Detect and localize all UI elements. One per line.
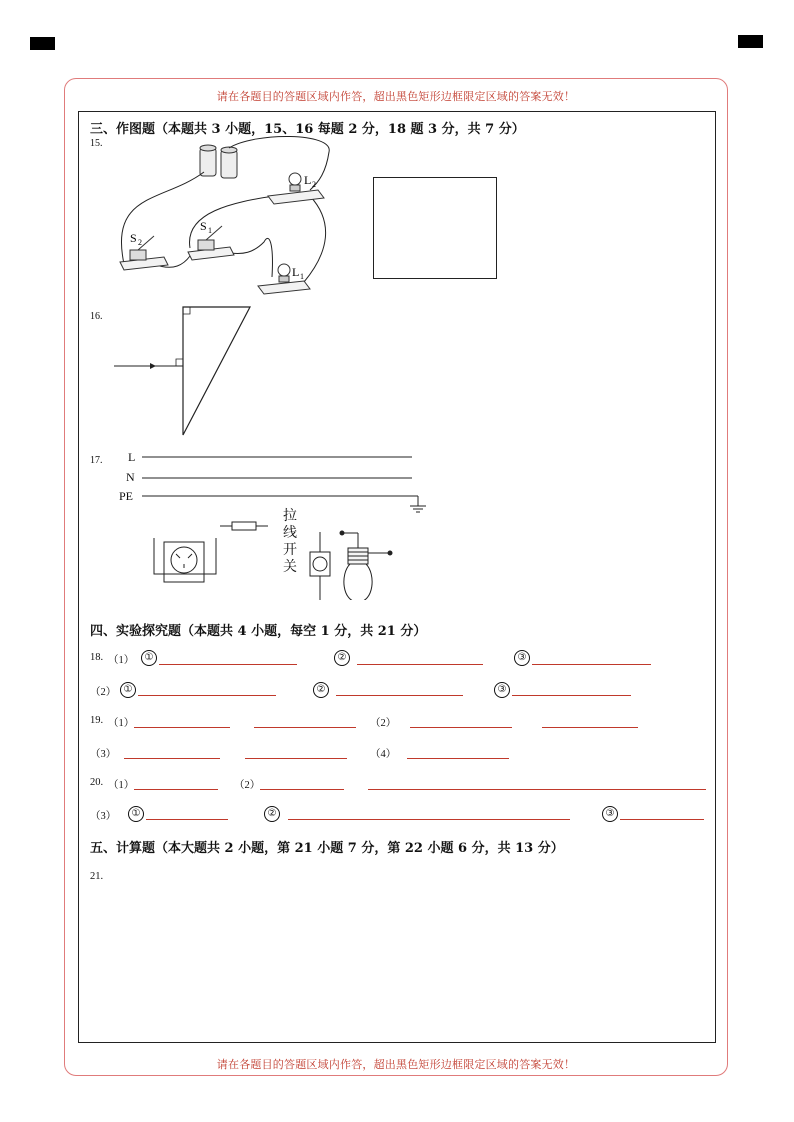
section4-title: 四、实验探究题（本题共 4 小题，每空 1 分，共 21 分） <box>90 624 427 639</box>
q19-number: 19. <box>90 715 104 726</box>
answer-line[interactable] <box>542 727 638 728</box>
answer-line[interactable] <box>620 819 704 820</box>
label-l2-sub: 2 <box>312 180 316 189</box>
q19-part2: （2） <box>370 718 397 729</box>
label-l1: L <box>292 265 300 279</box>
socket-icon <box>154 538 216 582</box>
q19-part4: （4） <box>370 749 397 760</box>
answer-line[interactable] <box>260 789 344 790</box>
q20-number: 20. <box>90 777 104 788</box>
registration-mark-left <box>30 37 55 50</box>
label-l1-sub: 1 <box>300 272 304 281</box>
circle-2: ② <box>264 806 280 822</box>
wire-label-n: N <box>126 470 135 484</box>
notice-top: 请在各题目的答题区域内作答，超出黑色矩形边框限定区域的答案无效！ <box>216 90 576 103</box>
q20-part1: （1） <box>108 780 135 791</box>
q20-part2: （2） <box>234 780 261 791</box>
circle-1: ① <box>141 650 157 666</box>
answer-line[interactable] <box>288 819 570 820</box>
answer-line[interactable] <box>410 727 512 728</box>
q17-number: 17. <box>90 455 103 466</box>
switch-label-char-2: 线 <box>283 525 297 541</box>
answer-line[interactable] <box>254 727 356 728</box>
answer-line[interactable] <box>245 758 347 759</box>
q18-part2: （2） <box>90 687 117 698</box>
battery-icon <box>200 145 237 178</box>
circle-3: ③ <box>602 806 618 822</box>
answer-line[interactable] <box>134 789 218 790</box>
q15-circuit-figure <box>104 132 354 302</box>
circle-1: ① <box>120 682 136 698</box>
circle-2: ② <box>313 682 329 698</box>
answer-line[interactable] <box>124 758 220 759</box>
answer-line[interactable] <box>357 664 483 665</box>
q19-part3: （3） <box>90 749 117 760</box>
wire-label-l: L <box>128 450 136 464</box>
label-s2: S <box>130 231 137 245</box>
switch-s2-icon <box>120 236 168 270</box>
q16-prism-figure <box>110 302 260 442</box>
answer-line[interactable] <box>336 695 463 696</box>
registration-mark-right <box>738 35 763 48</box>
circle-3: ③ <box>514 650 530 666</box>
answer-line[interactable] <box>368 789 706 790</box>
q18-number: 18. <box>90 652 104 663</box>
answer-line[interactable] <box>512 695 631 696</box>
q21-answer-area[interactable] <box>90 890 700 1035</box>
fuse-icon <box>220 522 268 530</box>
switch-label-char-1: 拉 <box>283 508 297 524</box>
label-s1-sub: 1 <box>208 226 212 235</box>
q20-part3: （3） <box>90 811 117 822</box>
q15-number: 15. <box>90 138 103 149</box>
answer-line[interactable] <box>532 664 651 665</box>
notice-bottom: 请在各题目的答题区域内作答，超出黑色矩形边框限定区域的答案无效！ <box>216 1058 576 1071</box>
answer-line[interactable] <box>138 695 276 696</box>
circle-1: ① <box>128 806 144 822</box>
q21-number: 21. <box>90 871 104 882</box>
label-l2: L <box>304 173 312 187</box>
section5-title: 五、计算题（本大题共 2 小题，第 21 小题 7 分，第 22 小题 6 分，共 13 分） <box>90 841 564 856</box>
answer-line[interactable] <box>146 819 228 820</box>
q15-drawing-box[interactable] <box>373 177 497 279</box>
ground-icon <box>410 506 426 512</box>
pull-switch-icon <box>310 532 330 600</box>
lamp-icon <box>340 531 392 600</box>
section3-title: 三、作图题（本题共 3 小题，15、16 每题 2 分，18 题 3 分，共 7 分） <box>90 122 525 137</box>
switch-label-char-4: 关 <box>283 559 297 575</box>
q18-part1: （1） <box>108 655 135 666</box>
q19-part1: （1） <box>108 718 135 729</box>
switch-label-char-3: 开 <box>283 542 297 558</box>
label-s2-sub: 2 <box>138 238 142 247</box>
answer-line[interactable] <box>407 758 509 759</box>
label-s1: S <box>200 219 207 233</box>
q16-number: 16. <box>90 311 103 322</box>
circle-2: ② <box>334 650 350 666</box>
answer-line[interactable] <box>134 727 230 728</box>
wire-label-pe: PE <box>119 489 134 503</box>
arrow-icon <box>150 363 156 369</box>
answer-line[interactable] <box>159 664 297 665</box>
circle-3: ③ <box>494 682 510 698</box>
